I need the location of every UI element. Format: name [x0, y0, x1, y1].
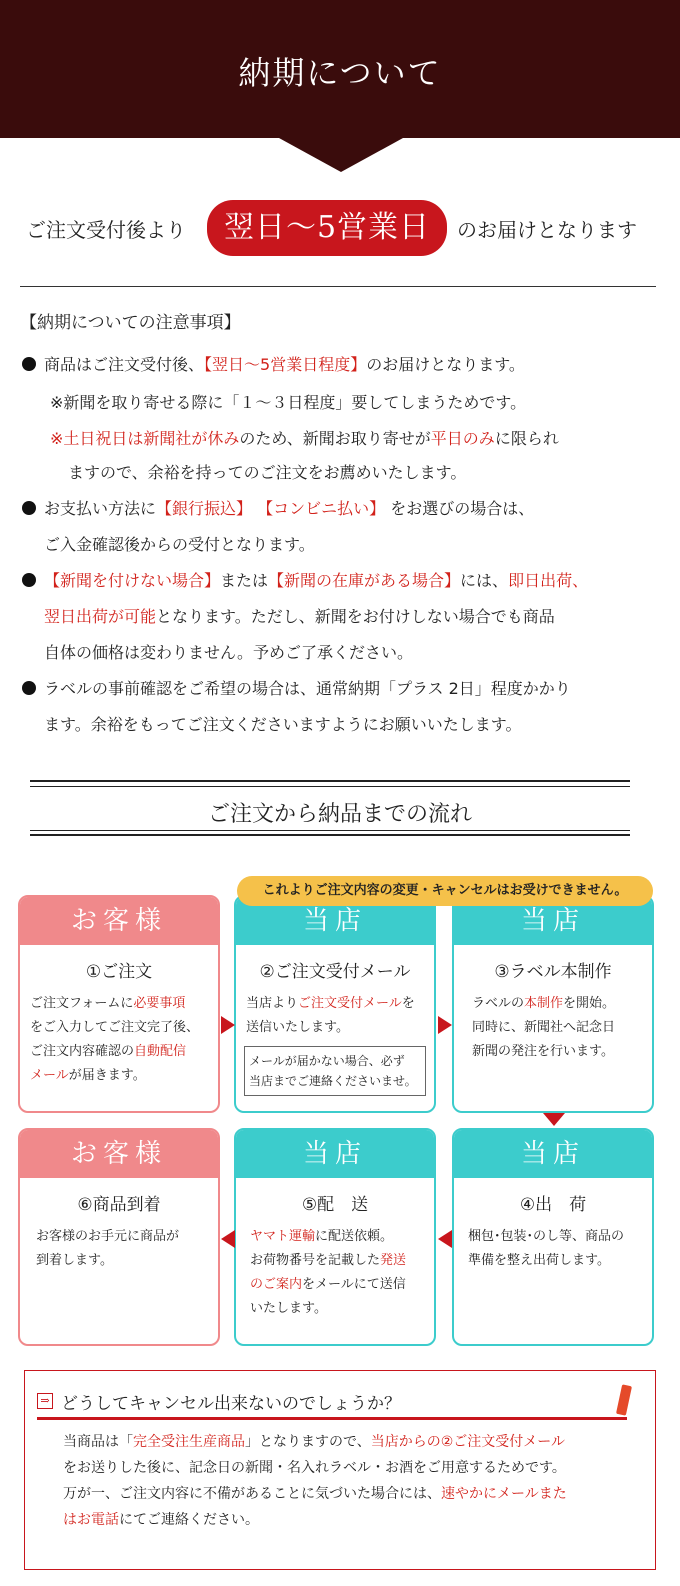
card-title: ⑤配 送 [301, 1195, 369, 1215]
note-line-10: ラベルの事前確認をご希望の場合は、通常納期「プラス 2日」程度かかり [22, 676, 571, 699]
card-title: ③ラベル本制作 [494, 962, 612, 982]
card-title: ②ご注文受付メール [259, 962, 411, 982]
arrow-right-icon [438, 1016, 452, 1034]
arrow-down-icon [543, 1113, 565, 1126]
bullet-icon [22, 357, 36, 371]
faq-answer-line-1: 当商品は「完全受注生産商品」となりますので、当店からの②ご注文受付メール [63, 1434, 566, 1450]
flow-card-shipping [452, 1128, 654, 1346]
arrow-right-icon [221, 1016, 235, 1034]
header-down-arrow-icon [279, 138, 403, 172]
flow-card-delivery [234, 1128, 436, 1346]
page-header [0, 0, 680, 138]
card-head: 当店 [454, 897, 652, 945]
flow-title-rule-top-thin [30, 786, 630, 787]
pencil-icon [616, 1384, 632, 1415]
faq-answer-line-2: をお送りした後に、記念日の新聞・名入れラベル・お酒をご用意するためです。 [63, 1460, 566, 1476]
note-line-6: ご入金確認後からの受付となります。 [44, 535, 315, 554]
card-body: ご注文フォームに必要事項 をご入力してご注文完了後、 ご注文内容確認の自動配信 メールが届きます。 [30, 996, 200, 1083]
note-line-7: 【新聞を付けない場合】または【新聞の在庫がある場合】には、即日出荷、 [22, 568, 588, 591]
note-line-2: ※新聞を取り寄せる際に「１〜３日程度」要してしまうためです。 [50, 393, 527, 412]
note-line-9: 自体の価格は変わりません。予めご了承ください。 [44, 643, 413, 662]
card-head: 当店 [236, 897, 434, 945]
card-body: お客様のお手元に商品が 到着します。 [36, 1229, 180, 1268]
bullet-icon [22, 501, 36, 515]
bullet-icon [22, 681, 36, 695]
card-head: 当店 [236, 1130, 434, 1178]
arrow-left-icon [438, 1230, 452, 1248]
card-body: 当店よりご注文受付メールを 送信いたします。 [246, 996, 415, 1035]
flow-title-rule-bottom [30, 834, 630, 836]
card-body: 梱包･包装･のし等、商品の 準備を整え出荷します。 [468, 1229, 625, 1268]
flow-title-rule-top [30, 780, 630, 782]
card-title: ⑥商品到着 [77, 1195, 161, 1215]
arrow-left-icon [221, 1230, 235, 1248]
delivery-summary [0, 200, 680, 256]
delivery-badge: 翌日〜5営業日 [207, 200, 447, 256]
card-body: ラベルの本制作を開始。 同時に、新聞社へ記念日 新聞の発注を行います。 [472, 996, 616, 1059]
page-title: 納期について [238, 54, 442, 92]
flow-card-label-production [452, 895, 654, 1113]
note-line-11: ます。余裕をもってご注文くださいますようにお願いいたします。 [44, 715, 522, 734]
faq-answer-line-3: 万が一、ご注文内容に不備があることに気づいた場合には、速やかにメールまた [63, 1486, 567, 1502]
card-title: ④出 荷 [519, 1195, 587, 1215]
flow-card-arrival [18, 1128, 220, 1346]
card-title: ①ご注文 [85, 962, 153, 982]
flow-title-rule-bottom-thin [30, 830, 630, 831]
card-head: お客様 [20, 1130, 218, 1178]
card-body: ヤマト運輸に配送依頼。 お荷物番号を記載した発送 のご案内をメールにて送信 いたします。 [250, 1229, 407, 1316]
delivery-prefix: ご注文受付後より [26, 218, 186, 242]
flow-card-order [18, 895, 220, 1113]
card-note: メールが届かない場合、必ず 当店までご連絡くださいませ。 [244, 1046, 426, 1096]
bullet-icon [22, 573, 36, 587]
faq-question: どうしてキャンセル出来ないのでしょうか？ [61, 1394, 401, 1414]
faq-box [24, 1370, 656, 1570]
delivery-suffix: のお届けとなります [457, 218, 637, 242]
faq-answer-line-4: はお電話にてご連絡ください。 [63, 1512, 259, 1528]
cancellation-warning-badge: これよりご注文内容の変更・キャンセルはお受けできません。 [237, 876, 653, 906]
note-line-1: 商品はご注文受付後、【翌日〜5営業日程度】のお届けとなります。 [22, 352, 525, 375]
card-head: お客様 [20, 897, 218, 945]
flow-title: ご注文から納品までの流れ [207, 802, 472, 827]
note-line-5: お支払い方法に【銀行振込】 【コンビニ払い】 をお選びの場合は、 [22, 496, 534, 519]
notes-heading: 【納期についての注意事項】 [20, 313, 241, 333]
note-line-4: ますので、余裕を持ってのご注文をお薦めいたします。 [68, 463, 467, 482]
arrow-right-box-icon: ⇒ [37, 1393, 53, 1409]
note-line-3: ※土日祝日は新聞社が休みのため、新聞お取り寄せが平日のみに限られ [50, 429, 559, 448]
divider [20, 286, 656, 287]
note-line-8: 翌日出荷が可能となります。ただし、新聞をお付けしない場合でも商品 [44, 607, 555, 626]
faq-underline [37, 1417, 627, 1420]
card-head: 当店 [454, 1130, 652, 1178]
flow-card-confirmation-mail [234, 895, 436, 1113]
